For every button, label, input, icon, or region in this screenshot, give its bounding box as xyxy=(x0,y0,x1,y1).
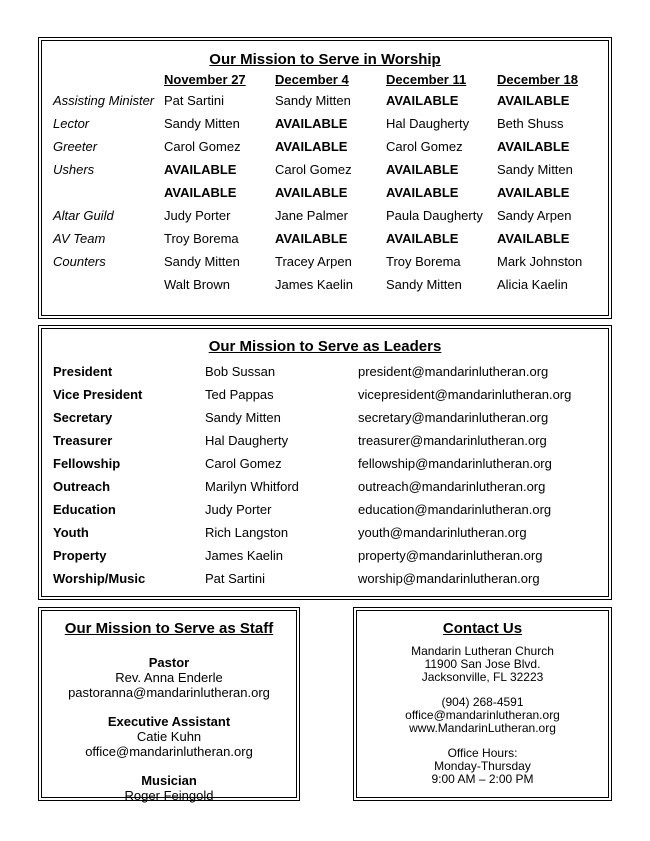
worship-row xyxy=(53,135,608,158)
worship-row xyxy=(53,181,608,204)
office-hours-time: 9:00 AM – 2:00 PM xyxy=(431,772,534,786)
date-header: December 4 xyxy=(275,71,349,87)
staff-section xyxy=(38,607,300,801)
office-hours xyxy=(357,747,608,786)
role-header xyxy=(53,69,164,89)
contact-details xyxy=(357,645,608,786)
volunteer-name: Judy Porter xyxy=(164,208,231,223)
available-slot: AVAILABLE xyxy=(275,185,348,200)
leader-name: James Kaelin xyxy=(205,548,284,563)
leader-name: Carol Gomez xyxy=(205,456,282,471)
leader-row xyxy=(53,521,571,544)
date-header: November 27 xyxy=(164,71,246,87)
volunteer-name: Carol Gomez xyxy=(386,139,463,154)
volunteer-name: Troy Borema xyxy=(164,231,239,246)
leader-email: treasurer@mandarinlutheran.org xyxy=(358,433,547,448)
leader-position: Education xyxy=(53,502,116,517)
leader-position: Treasurer xyxy=(53,433,113,448)
church-name: Mandarin Lutheran Church xyxy=(411,644,554,658)
volunteer-name: Sandy Mitten xyxy=(386,277,462,292)
leader-name: Hal Daugherty xyxy=(205,433,289,448)
leader-name: Bob Sussan xyxy=(205,364,276,379)
leader-name: Sandy Mitten xyxy=(205,410,281,425)
leader-email: worship@mandarinlutheran.org xyxy=(358,571,540,586)
volunteer-name: Troy Borema xyxy=(386,254,461,269)
worship-role: Counters xyxy=(53,254,106,269)
leaders-table xyxy=(53,360,571,590)
leader-position: Property xyxy=(53,548,107,563)
staff-name: Rev. Anna Enderle xyxy=(115,670,223,685)
phone-number: (904) 268-4591 xyxy=(441,695,524,709)
worship-role: Ushers xyxy=(53,162,95,177)
leader-email: education@mandarinlutheran.org xyxy=(358,502,552,517)
available-slot: AVAILABLE xyxy=(275,139,348,154)
available-slot: AVAILABLE xyxy=(497,185,570,200)
leader-row xyxy=(53,498,571,521)
leader-email: youth@mandarinlutheran.org xyxy=(358,525,527,540)
staff-email: office@mandarinlutheran.org xyxy=(85,744,253,759)
volunteer-name: Hal Daugherty xyxy=(386,116,470,131)
contact-address xyxy=(357,645,608,684)
leader-row xyxy=(53,383,571,406)
available-slot: AVAILABLE xyxy=(164,185,237,200)
worship-role: Altar Guild xyxy=(53,208,114,223)
contact-title: Contact Us xyxy=(442,620,523,637)
city-state-zip: Jacksonville, FL 32223 xyxy=(421,670,544,684)
worship-title: Our Mission to Serve in Worship xyxy=(209,51,441,68)
worship-row xyxy=(53,112,608,135)
available-slot: AVAILABLE xyxy=(386,185,459,200)
volunteer-name: Sandy Mitten xyxy=(164,116,240,131)
leader-email: property@mandarinlutheran.org xyxy=(358,548,543,563)
staff-list xyxy=(42,655,296,803)
worship-row xyxy=(53,158,608,181)
leader-row xyxy=(53,406,571,429)
leader-row xyxy=(53,567,571,590)
leader-position: Youth xyxy=(53,525,89,540)
staff-member-pastor xyxy=(42,655,296,700)
leader-row xyxy=(53,475,571,498)
volunteer-name: Walt Brown xyxy=(164,277,230,292)
leader-email: fellowship@mandarinlutheran.org xyxy=(358,456,552,471)
worship-schedule-table xyxy=(53,69,608,296)
leader-position: Outreach xyxy=(53,479,111,494)
leader-email: president@mandarinlutheran.org xyxy=(358,364,549,379)
staff-member-executive-assistant xyxy=(42,714,296,759)
worship-row xyxy=(53,273,608,296)
leader-position: Worship/Music xyxy=(53,571,146,586)
available-slot: AVAILABLE xyxy=(275,116,348,131)
volunteer-name: Carol Gomez xyxy=(164,139,241,154)
volunteer-name: Paula Daugherty xyxy=(386,208,483,223)
leader-position: Secretary xyxy=(53,410,113,425)
available-slot: AVAILABLE xyxy=(275,231,348,246)
date-header: December 11 xyxy=(386,71,467,87)
available-slot: AVAILABLE xyxy=(497,231,570,246)
volunteer-name: Pat Sartini xyxy=(164,93,224,108)
worship-role: Greeter xyxy=(53,139,98,154)
volunteer-name: Sandy Mitten xyxy=(275,93,351,108)
worship-role xyxy=(53,273,164,296)
available-slot: AVAILABLE xyxy=(497,139,570,154)
volunteer-name: Sandy Arpen xyxy=(497,208,572,223)
volunteer-name: Alicia Kaelin xyxy=(497,277,568,292)
worship-row xyxy=(53,227,608,250)
available-slot: AVAILABLE xyxy=(386,231,459,246)
worship-row xyxy=(53,89,608,112)
worship-row xyxy=(53,250,608,273)
worship-schedule-section xyxy=(38,37,612,319)
website: www.MandarinLutheran.org xyxy=(409,721,556,735)
leader-position: Fellowship xyxy=(53,456,121,471)
volunteer-name: Carol Gomez xyxy=(275,162,352,177)
worship-role: Lector xyxy=(53,116,90,131)
worship-role xyxy=(53,181,164,204)
leader-position: President xyxy=(53,364,113,379)
worship-header-row xyxy=(53,69,608,89)
leader-name: Judy Porter xyxy=(205,502,272,517)
leaders-title: Our Mission to Serve as Leaders xyxy=(208,338,442,355)
leader-email: outreach@mandarinlutheran.org xyxy=(358,479,546,494)
volunteer-name: Sandy Mitten xyxy=(497,162,573,177)
staff-role: Pastor xyxy=(148,655,190,670)
office-email: office@mandarinlutheran.org xyxy=(405,708,560,722)
staff-email: pastoranna@mandarinlutheran.org xyxy=(68,685,270,700)
available-slot: AVAILABLE xyxy=(497,93,570,108)
available-slot: AVAILABLE xyxy=(386,162,459,177)
leader-row xyxy=(53,452,571,475)
volunteer-name: Mark Johnston xyxy=(497,254,583,269)
office-hours-label: Office Hours: xyxy=(447,746,518,760)
leader-name: Marilyn Whitford xyxy=(205,479,299,494)
leader-row xyxy=(53,429,571,452)
volunteer-name: Beth Shuss xyxy=(497,116,564,131)
available-slot: AVAILABLE xyxy=(386,93,459,108)
staff-role: Musician xyxy=(141,773,197,788)
staff-role: Executive Assistant xyxy=(107,714,231,729)
leader-name: Pat Sartini xyxy=(205,571,265,586)
volunteer-name: Sandy Mitten xyxy=(164,254,240,269)
staff-name: Catie Kuhn xyxy=(136,729,202,744)
volunteer-name: Jane Palmer xyxy=(275,208,348,223)
staff-title: Our Mission to Serve as Staff xyxy=(64,620,274,637)
leader-email: vicepresident@mandarinlutheran.org xyxy=(358,387,572,402)
worship-role: AV Team xyxy=(53,231,106,246)
volunteer-name: Tracey Arpen xyxy=(275,254,352,269)
leader-name: Rich Langston xyxy=(205,525,289,540)
date-header: December 18 xyxy=(497,71,578,87)
available-slot: AVAILABLE xyxy=(164,162,237,177)
office-hours-days: Monday-Thursday xyxy=(434,759,531,773)
leader-position: Vice President xyxy=(53,387,143,402)
leader-row xyxy=(53,360,571,383)
staff-member-musician xyxy=(42,773,296,803)
street-address: 11900 San Jose Blvd. xyxy=(424,657,541,671)
worship-row xyxy=(53,204,608,227)
leader-email: secretary@mandarinlutheran.org xyxy=(358,410,549,425)
volunteer-name: James Kaelin xyxy=(275,277,354,292)
leaders-section xyxy=(38,325,612,600)
leader-name: Ted Pappas xyxy=(205,387,274,402)
worship-role: Assisting Minister xyxy=(53,93,155,108)
staff-name: Roger Feingold xyxy=(124,788,214,803)
leader-row xyxy=(53,544,571,567)
contact-channels xyxy=(357,696,608,735)
contact-section xyxy=(353,607,612,801)
